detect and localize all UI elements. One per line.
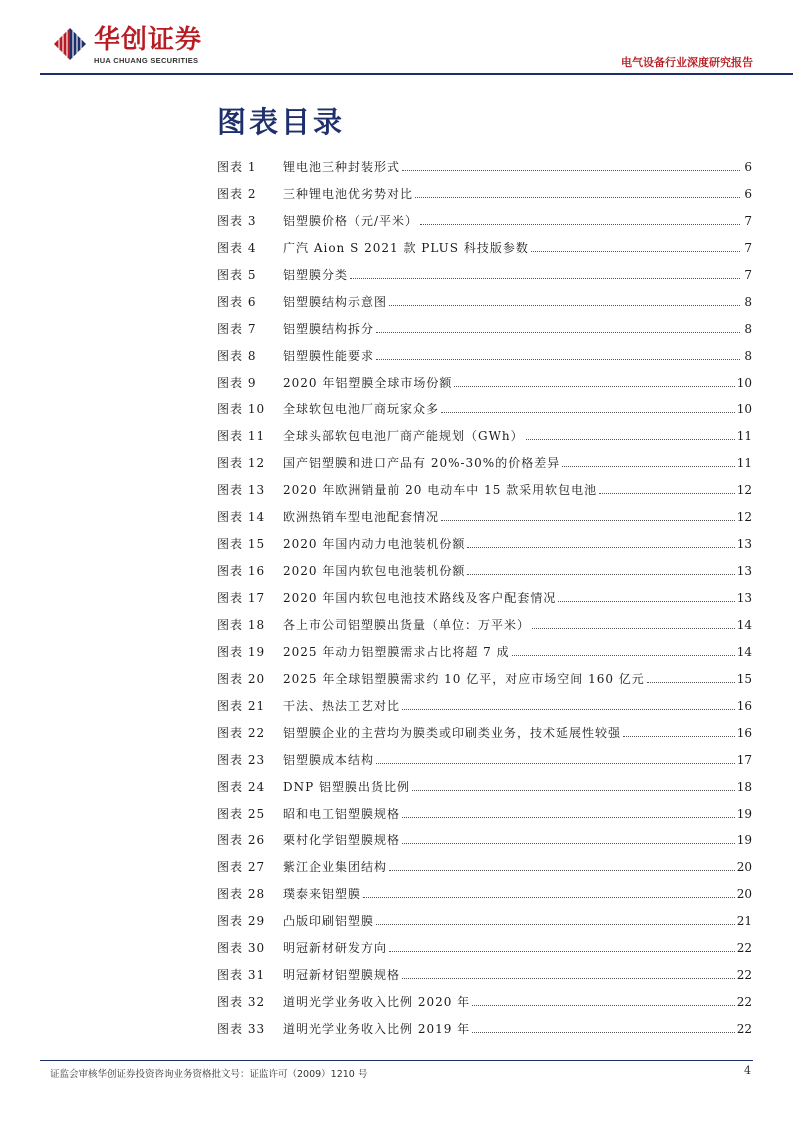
toc-entry-title: 全球软包电池厂商玩家众多 — [283, 402, 440, 417]
report-type-label: 电气设备行业深度研究报告 — [621, 56, 753, 69]
toc-entry-page: 11 — [736, 429, 752, 444]
toc-entry-number: 图表 18 — [217, 617, 266, 632]
toc-entry[interactable] — [217, 697, 752, 724]
toc-entry-title: 国产铝塑膜和进口产品有 20%-30%的价格差异 — [283, 456, 561, 471]
toc-entry[interactable] — [217, 293, 752, 320]
toc-entry[interactable] — [217, 670, 752, 697]
toc-entry-title: 全球头部软包电池厂商产能规划（GWh） — [283, 429, 524, 444]
toc-entry-page: 22 — [736, 1022, 752, 1036]
toc-entry-number: 图表 10 — [217, 402, 266, 417]
toc-entry-page: 17 — [736, 752, 752, 767]
toc-entry[interactable] — [217, 966, 752, 993]
toc-entry[interactable] — [217, 1020, 752, 1047]
toc-dot-leader — [531, 251, 740, 252]
toc-entry[interactable] — [217, 885, 752, 912]
toc-dot-leader — [472, 1005, 735, 1006]
toc-entry-title: 铝塑膜分类 — [283, 267, 349, 282]
toc-entry-title: 紫江企业集团结构 — [283, 860, 388, 875]
toc-entry-number: 图表 28 — [217, 887, 266, 902]
toc-entry-page: 20 — [736, 860, 752, 875]
toc-entry-number: 图表 22 — [217, 725, 266, 740]
toc-entry-page: 21 — [736, 914, 752, 929]
toc-entry-number: 图表 9 — [217, 375, 257, 390]
toc-entry-page: 13 — [736, 537, 752, 552]
toc-entry-number: 图表 30 — [217, 941, 266, 956]
toc-dot-leader — [389, 951, 735, 952]
toc-dot-leader — [562, 466, 735, 467]
toc-entry[interactable] — [217, 454, 752, 481]
toc-entry-page: 13 — [736, 564, 752, 579]
toc-entry-page: 7 — [744, 213, 752, 228]
toc-entry-number: 图表 12 — [217, 456, 266, 471]
toc-entry[interactable] — [217, 643, 752, 670]
toc-entry-page: 14 — [736, 617, 752, 632]
toc-dot-leader — [441, 520, 735, 521]
header-divider — [40, 73, 793, 75]
toc-entry-title: 锂电池三种封装形式 — [283, 160, 401, 174]
toc-entry-number: 图表 4 — [217, 240, 257, 255]
toc-entry-number: 图表 26 — [217, 833, 266, 848]
company-logo — [50, 24, 202, 65]
toc-entry-number: 图表 20 — [217, 671, 266, 686]
toc-entry-page: 10 — [736, 375, 752, 390]
toc-entry-page: 8 — [744, 321, 752, 336]
toc-entry-title: 明冠新材研发方向 — [283, 941, 388, 956]
toc-entry-number: 图表 23 — [217, 752, 266, 767]
toc-entry-title: 2025 年动力铝塑膜需求占比将超 7 成 — [283, 644, 510, 659]
toc-dot-leader — [389, 305, 740, 306]
toc-entry-title: 各上市公司铝塑膜出货量（单位：万平米） — [283, 617, 531, 632]
toc-entry[interactable] — [217, 212, 752, 239]
toc-entry[interactable] — [217, 589, 752, 616]
toc-entry-number: 图表 5 — [217, 267, 257, 282]
toc-entry-title: 铝塑膜性能要求 — [283, 348, 375, 363]
toc-entry-page: 14 — [736, 644, 752, 659]
toc-entry-title: 铝塑膜结构拆分 — [283, 321, 375, 336]
toc-entry-number: 图表 13 — [217, 483, 266, 498]
toc-entry[interactable] — [217, 185, 752, 212]
toc-dot-leader — [623, 736, 735, 737]
page-header — [0, 0, 793, 80]
toc-entry-number: 图表 6 — [217, 294, 257, 309]
toc-entry-number: 图表 33 — [217, 1022, 266, 1036]
toc-entry[interactable] — [217, 266, 752, 293]
toc-dot-leader — [376, 763, 735, 764]
toc-entry-title: 干法、热法工艺对比 — [283, 698, 401, 713]
toc-dot-leader — [420, 224, 740, 225]
logo-mark-icon — [50, 24, 90, 64]
toc-entry-title: 道明光学业务收入比例 2020 年 — [283, 995, 471, 1010]
toc-entry-title: 欧洲热销车型电池配套情况 — [283, 510, 440, 525]
toc-entry-page: 6 — [744, 160, 752, 174]
page-title: 图表目录 — [217, 105, 346, 139]
toc-entry-page: 8 — [744, 348, 752, 363]
toc-entry-title: 昭和电工铝塑膜规格 — [283, 806, 401, 821]
toc-dot-leader — [350, 278, 740, 279]
toc-entry-number: 图表 29 — [217, 914, 266, 929]
toc-entry-page: 12 — [736, 510, 752, 525]
toc-entry[interactable] — [217, 508, 752, 535]
toc-entry-number: 图表 27 — [217, 860, 266, 875]
toc-entry-number: 图表 25 — [217, 806, 266, 821]
toc-dot-leader — [532, 628, 735, 629]
toc-entry-number: 图表 15 — [217, 537, 266, 552]
figure-index-list — [217, 158, 752, 1047]
toc-entry-page: 6 — [744, 186, 752, 201]
toc-dot-leader — [402, 843, 735, 844]
toc-entry[interactable] — [217, 778, 752, 805]
toc-entry[interactable] — [217, 858, 752, 885]
toc-entry-page: 8 — [744, 294, 752, 309]
toc-entry-number: 图表 16 — [217, 564, 266, 579]
toc-entry[interactable] — [217, 616, 752, 643]
toc-dot-leader — [467, 547, 734, 548]
toc-entry-number: 图表 14 — [217, 510, 266, 525]
toc-dot-leader — [402, 817, 735, 818]
toc-dot-leader — [363, 897, 735, 898]
toc-entry-title: 铝塑膜成本结构 — [283, 752, 375, 767]
logo-english-name: HUA CHUANG SECURITIES — [94, 56, 199, 65]
toc-dot-leader — [526, 439, 735, 440]
toc-entry-number: 图表 24 — [217, 779, 266, 794]
toc-entry-page: 10 — [736, 402, 752, 417]
toc-entry-title: 三种锂电池优劣势对比 — [283, 186, 414, 201]
toc-entry-page: 22 — [736, 941, 752, 956]
toc-entry-title: 2020 年国内软包电池技术路线及客户配套情况 — [283, 591, 557, 605]
toc-entry-page: 16 — [736, 698, 752, 713]
toc-entry[interactable] — [217, 400, 752, 427]
toc-entry[interactable] — [217, 751, 752, 778]
toc-entry-title: 凸版印刷铝塑膜 — [283, 914, 375, 929]
toc-dot-leader — [454, 386, 734, 387]
toc-dot-leader — [402, 170, 740, 171]
toc-entry[interactable] — [217, 805, 752, 832]
logo-chinese-name: 华创证券 — [94, 25, 203, 55]
toc-entry-number: 图表 7 — [217, 321, 257, 336]
toc-entry[interactable] — [217, 427, 752, 454]
toc-entry[interactable] — [217, 239, 752, 266]
footer-disclaimer: 证监会审核华创证券投资咨询业务资格批文号：证监许可（2009）1210 号 — [50, 1069, 368, 1080]
toc-dot-leader — [441, 412, 735, 413]
toc-entry[interactable] — [217, 347, 752, 374]
toc-dot-leader — [402, 709, 735, 710]
footer-divider — [40, 1060, 753, 1061]
toc-entry-title: 栗村化学铝塑膜规格 — [283, 833, 401, 848]
toc-entry-title: 明冠新材铝塑膜规格 — [283, 968, 401, 983]
toc-entry-page: 19 — [736, 806, 752, 821]
toc-entry-title: 铝塑膜价格（元/平米） — [283, 213, 419, 228]
toc-entry-title: 道明光学业务收入比例 2019 年 — [283, 1022, 471, 1036]
toc-entry-page: 13 — [736, 591, 752, 605]
toc-dot-leader — [402, 978, 735, 979]
toc-dot-leader — [415, 197, 740, 198]
toc-entry-number: 图表 11 — [217, 429, 266, 444]
toc-entry-page: 12 — [736, 483, 752, 498]
toc-dot-leader — [599, 493, 735, 494]
toc-dot-leader — [389, 870, 735, 871]
toc-entry-title: 2025 年全球铝塑膜需求约 10 亿平，对应市场空间 160 亿元 — [283, 671, 645, 686]
toc-entry[interactable] — [217, 724, 752, 751]
toc-dot-leader — [376, 332, 740, 333]
toc-dot-leader — [558, 601, 734, 602]
toc-entry-title: 2020 年国内动力电池装机份额 — [283, 537, 466, 552]
toc-entry-page: 22 — [736, 968, 752, 983]
toc-dot-leader — [647, 682, 735, 683]
toc-dot-leader — [376, 359, 740, 360]
toc-dot-leader — [472, 1032, 735, 1033]
toc-entry[interactable] — [217, 374, 752, 401]
toc-entry-title: DNP 铝塑膜出货比例 — [283, 779, 411, 794]
toc-dot-leader — [412, 790, 735, 791]
toc-entry[interactable] — [217, 939, 752, 966]
toc-dot-leader — [467, 574, 734, 575]
toc-entry-page: 20 — [736, 887, 752, 902]
toc-entry-title: 璞泰来铝塑膜 — [283, 887, 362, 902]
toc-dot-leader — [376, 924, 735, 925]
toc-entry-page: 18 — [736, 779, 752, 794]
toc-entry-page: 7 — [744, 240, 752, 255]
toc-entry-title: 广汽 Aion S 2021 款 PLUS 科技版参数 — [283, 240, 529, 255]
toc-entry[interactable] — [217, 562, 752, 589]
toc-entry-page: 16 — [736, 725, 752, 740]
toc-entry[interactable] — [217, 481, 752, 508]
toc-entry-page: 7 — [744, 267, 752, 282]
toc-entry-page: 15 — [736, 671, 752, 686]
toc-entry-title: 2020 年铝塑膜全球市场份额 — [283, 375, 453, 390]
toc-entry-number: 图表 3 — [217, 213, 257, 228]
toc-entry[interactable] — [217, 993, 752, 1020]
toc-entry-title: 铝塑膜结构示意图 — [283, 294, 388, 309]
toc-entry-title: 铝塑膜企业的主营均为膜类或印刷类业务，技术延展性较强 — [283, 725, 622, 740]
toc-entry-number: 图表 21 — [217, 698, 266, 713]
toc-entry-number: 图表 2 — [217, 186, 257, 201]
toc-entry[interactable] — [217, 158, 752, 185]
toc-entry[interactable] — [217, 535, 752, 562]
toc-entry-number: 图表 19 — [217, 644, 266, 659]
page-number: 4 — [744, 1064, 751, 1077]
toc-entry-number: 图表 1 — [217, 160, 257, 174]
toc-entry-number: 图表 32 — [217, 995, 266, 1010]
toc-entry-number: 图表 31 — [217, 968, 266, 983]
toc-entry[interactable] — [217, 831, 752, 858]
toc-entry-title: 2020 年国内软包电池装机份额 — [283, 564, 466, 579]
toc-entry-page: 11 — [736, 456, 752, 471]
toc-dot-leader — [512, 655, 735, 656]
toc-entry-title: 2020 年欧洲销量前 20 电动车中 15 款采用软包电池 — [283, 483, 598, 498]
toc-entry-number: 图表 8 — [217, 348, 257, 363]
toc-entry[interactable] — [217, 912, 752, 939]
toc-entry-page: 19 — [736, 833, 752, 848]
toc-entry-page: 22 — [736, 995, 752, 1010]
toc-entry[interactable] — [217, 320, 752, 347]
toc-entry-number: 图表 17 — [217, 591, 266, 605]
